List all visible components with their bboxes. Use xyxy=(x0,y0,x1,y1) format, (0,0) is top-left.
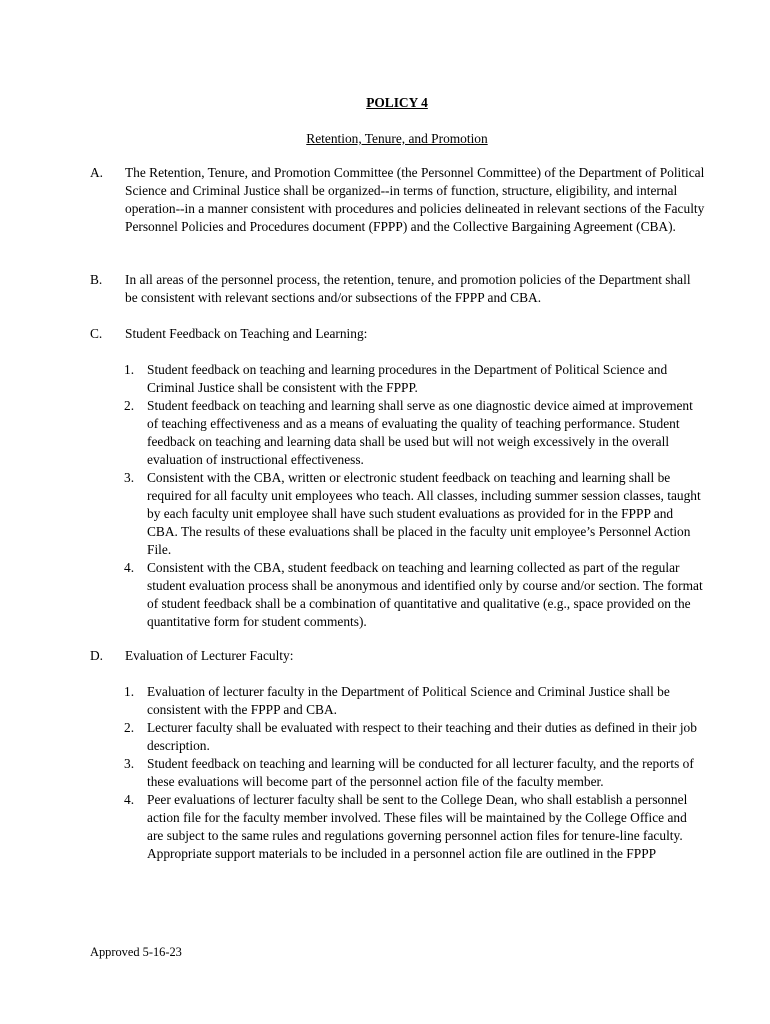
list-item-number: 3. xyxy=(124,756,135,771)
section-c-list xyxy=(124,361,704,631)
section-c xyxy=(90,325,710,343)
list-item-text: Lecturer faculty shall be evaluated with respect to their teaching and their duties as defined in their job description. xyxy=(147,720,697,753)
list-item-text: Consistent with the CBA, student feedback on teaching and learning collected as part of the regular student evaluation process shall be anonymous and identified only by course and/or section. The format of student feedback shall be a combination of quantitative and qualitative (e.g., space provided on the quantitative form for student comments). xyxy=(147,560,703,629)
list-item xyxy=(124,791,704,863)
section-a-letter: A. xyxy=(90,165,104,180)
list-item xyxy=(124,683,704,719)
section-d-heading: Evaluation of Lecturer Faculty: xyxy=(125,648,294,663)
section-b-text: In all areas of the personnel process, the retention, tenure, and promotion policies of the Department shall be consistent with relevant sections and/or subsections of the FPPP and CBA. xyxy=(125,272,691,305)
list-item-number: 2. xyxy=(124,398,135,413)
section-d-list xyxy=(124,683,704,863)
list-item-number: 4. xyxy=(124,560,135,575)
list-item xyxy=(124,559,704,631)
list-item xyxy=(124,361,704,397)
section-b xyxy=(90,271,710,307)
approval-date: Approved 5-16-23 xyxy=(90,945,182,959)
section-a xyxy=(90,164,710,236)
policy-subtitle: Retention, Tenure, and Promotion xyxy=(306,131,488,146)
list-item-number: 3. xyxy=(124,470,135,485)
list-item-text: Peer evaluations of lecturer faculty shall be sent to the College Dean, who shall establish a personnel action file for the faculty member involved. These files will be maintained by the College Office and are subject to the same rules and regulations governing personnel action files for tenure-line faculty. Appropriate support materials to be included in a personnel action file are outlined in the FPPP xyxy=(147,792,688,861)
list-item-text: Student feedback on teaching and learning procedures in the Department of Political Science and Criminal Justice shall be consistent with the FPPP. xyxy=(147,362,668,395)
list-item-text: Evaluation of lecturer faculty in the Department of Political Science and Criminal Justice shall be consistent with the FPPP and CBA. xyxy=(147,684,670,717)
list-item-number: 2. xyxy=(124,720,135,735)
section-a-text: The Retention, Tenure, and Promotion Committee (the Personnel Committee) of the Department of Political Science and Criminal Justice shall be organized--in terms of function, structure, eligibility, and internal operation--in a manner consistent with procedures and policies delineated in relevant sections of the Faculty Personnel Policies and Procedures document (FPPP) and the Collective Bargaining Agreement (CBA). xyxy=(125,165,705,234)
list-item-text: Student feedback on teaching and learning will be conducted for all lecturer faculty, and the reports of these evaluations will become part of the personnel action file of the faculty member. xyxy=(147,756,694,789)
section-d xyxy=(90,647,710,665)
list-item xyxy=(124,397,704,469)
list-item xyxy=(124,719,704,755)
list-item xyxy=(124,469,704,559)
section-d-letter: D. xyxy=(90,648,104,663)
list-item-number: 1. xyxy=(124,362,135,377)
section-c-heading: Student Feedback on Teaching and Learning: xyxy=(125,326,368,341)
section-c-letter: C. xyxy=(90,326,103,341)
list-item xyxy=(124,755,704,791)
list-item-number: 4. xyxy=(124,792,135,807)
list-item-text: Consistent with the CBA, written or electronic student feedback on teaching and learning shall be required for all faculty unit employees who teach. All classes, including summer session classes, taught by each faculty unit employee shall have such student evaluations as provided for in the FPPP and CBA. The results of these evaluations shall be placed in the faculty unit employee’s Personnel Action File. xyxy=(147,470,701,557)
list-item-number: 1. xyxy=(124,684,135,699)
section-b-letter: B. xyxy=(90,272,103,287)
policy-title: POLICY 4 xyxy=(366,95,428,110)
list-item-text: Student feedback on teaching and learning shall serve as one diagnostic device aimed at improvement of teaching effectiveness and as a means of evaluating the quality of teaching performance. Student feedback on teaching and learning data shall be used but will not weigh excessively in the overall evaluation of instructional effectiveness. xyxy=(147,398,693,467)
